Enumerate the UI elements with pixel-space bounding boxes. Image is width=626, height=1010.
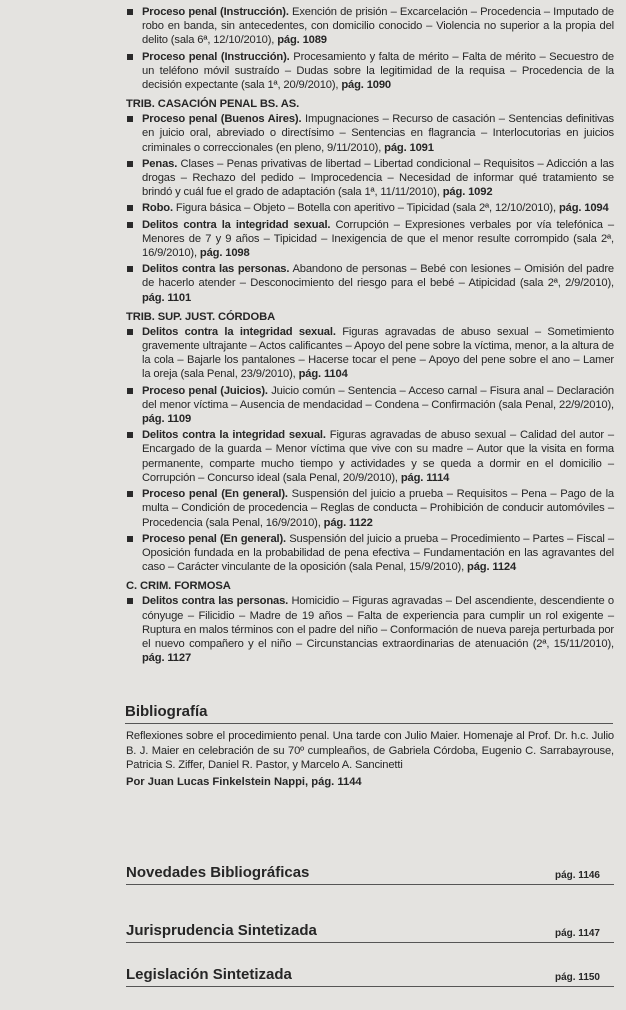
novedades-title: Novedades Bibliográficas bbox=[126, 864, 310, 881]
case-entry bbox=[126, 325, 614, 382]
case-entry bbox=[126, 384, 614, 427]
square-bullet-icon bbox=[127, 266, 133, 272]
case-topic: Delitos contra las personas. bbox=[142, 263, 290, 276]
case-summary: Homicidio – Figuras agravadas – Del ascendiente, descendiente o cónyuge – Filicidio – Madre de 19 años – Falta de experiencia para cumplir un rol exigente – Ruptura en malos términos con el padre del niño – Conformación de nueva pareja perturbada por el nuevo compañero y el niño – Circunstancias extraordinarias de atenuación (2ª, 15/11/2010), bbox=[142, 595, 614, 650]
jurisprudencia-title: Jurisprudencia Sintetizada bbox=[126, 922, 317, 939]
case-topic: Delitos contra la integridad sexual. bbox=[142, 325, 336, 338]
square-bullet-icon bbox=[127, 116, 133, 122]
case-entry bbox=[126, 594, 614, 665]
case-page-ref: pág. 1101 bbox=[142, 291, 192, 304]
case-page-ref: pág. 1092 bbox=[442, 186, 493, 199]
novedades-page: pág. 1146 bbox=[554, 870, 600, 881]
case-entry bbox=[126, 201, 614, 215]
case-topic: Proceso penal (Buenos Aires). bbox=[142, 113, 302, 126]
jurisprudencia-page: pág. 1147 bbox=[554, 928, 600, 939]
case-page-ref: pág. 1114 bbox=[400, 471, 450, 484]
bibliografia-author: Por Juan Lucas Finkelstein Nappi, pág. 1144 bbox=[126, 775, 362, 788]
case-topic: Proceso penal (En general). bbox=[142, 488, 288, 501]
legislacion-heading bbox=[126, 964, 614, 987]
case-summary: Exención de prisión – Excarcelación – Procedencia – Imputado de robo en banda, sin antecedentes, con domicilio conocido – Violencia no superior a la propia del delito (sala 6ª, 12/10/2010), bbox=[142, 6, 615, 47]
case-topic: Robo. bbox=[142, 202, 173, 215]
case-page-ref: pág. 1124 bbox=[467, 561, 517, 574]
case-topic: Proceso penal (Juicios). bbox=[142, 384, 268, 397]
case-entry bbox=[126, 157, 614, 200]
case-summary: Figuras agravadas de abuso sexual – Sometimiento gravemente ultrajante – Actos calificantes – Apoyo del pene sobre la víctima, menor, a la altura de la cola – Bajarle los pantalones – Hacerse tocar el pene – Apoyo del pene sobre el ano – Lamer la oreja (sala Penal, 23/9/2010), bbox=[142, 325, 614, 381]
square-bullet-icon bbox=[127, 54, 133, 60]
legislacion-title: Legislación Sintetizada bbox=[126, 966, 292, 983]
legislacion-page: pág. 1150 bbox=[554, 972, 600, 983]
case-entry bbox=[126, 5, 614, 48]
case-page-ref: pág. 1090 bbox=[341, 79, 392, 92]
case-topic: Penas. bbox=[142, 157, 178, 170]
court-section-heading: TRIB. CASACIÓN PENAL BS. AS. bbox=[126, 98, 300, 111]
case-entry bbox=[126, 487, 614, 530]
case-summary: Corrupción – Expresiones verbales por vía telefónica – Menores de 7 y 9 años – Tipicidad – Inexigencia de que el menor resulte corrompido (sala 2ª, 16/9/2010), bbox=[142, 218, 614, 260]
square-bullet-icon bbox=[127, 598, 133, 604]
case-summary: Impugnaciones – Recurso de casación – Sentencias definitivas en juicio oral, abreviado o directísimo – Sentencias en flagrancia – Interlocutorias en juicios criminales o correccionales (en pleno, 9/11/2010), bbox=[142, 113, 614, 154]
case-topic: Proceso penal (En general). bbox=[142, 532, 287, 545]
square-bullet-icon bbox=[127, 388, 133, 394]
case-entry bbox=[126, 428, 614, 485]
bibliografia-title: Bibliografía bbox=[125, 703, 613, 724]
case-page-ref: pág. 1109 bbox=[142, 413, 192, 426]
case-page-ref: pág. 1104 bbox=[298, 368, 348, 381]
case-page-ref: pág. 1094 bbox=[558, 202, 609, 215]
case-topic: Delitos contra la integridad sexual. bbox=[142, 429, 326, 442]
square-bullet-icon bbox=[127, 536, 133, 542]
case-summary: Clases – Penas privativas de libertad – Libertad condicional – Requisitos – Adicción a las drogas – Rechazo del pedido – Improcedencia – Necesidad de informar qué tratamiento se brindó y cuál fue el grado de adaptación (sala 1ª, 11/11/2010), bbox=[142, 157, 614, 199]
case-entry bbox=[126, 50, 614, 93]
case-entry bbox=[126, 532, 614, 575]
case-topic: Delitos contra la integridad sexual. bbox=[142, 218, 331, 231]
square-bullet-icon bbox=[127, 9, 133, 15]
case-topic: Proceso penal (Instrucción). bbox=[142, 6, 289, 18]
case-page-ref: pág. 1122 bbox=[323, 516, 373, 529]
case-summary: Juicio común – Sentencia – Acceso carnal – Fisura anal – Declaración del menor víctima – Ausencia de mendacidad – Condena – Confirmación (sala Penal, 22/9/2010), bbox=[142, 384, 614, 411]
case-topic: Proceso penal (Instrucción). bbox=[142, 50, 290, 63]
court-section-heading: C. CRIM. FORMOSA bbox=[126, 580, 231, 593]
square-bullet-icon bbox=[127, 329, 133, 335]
square-bullet-icon bbox=[127, 491, 133, 497]
square-bullet-icon bbox=[127, 161, 133, 167]
case-summary: Abandono de personas – Bebé con lesiones – Omisión del padre de hacerlo atender – Desconocimiento del riesgo para el bebé – Atipicidad (sala 2ª, 2/9/2010), bbox=[142, 263, 614, 290]
square-bullet-icon bbox=[127, 205, 133, 211]
case-page-ref: pág. 1091 bbox=[384, 141, 434, 154]
bibliografia-text: Reflexiones sobre el procedimiento penal. Una tarde con Julio Maier. Homenaje al Prof. Dr. h.c. Julio B. J. Maier en celebración de su 70º cumpleaños, de Gabriela Córdoba, Eugenio C. Sarrabayrouse, Patricia S. Ziffer, Daniel R. Pastor, y Marcelo A. Sancinetti bbox=[126, 730, 614, 771]
jurisprudence-groups bbox=[126, 5, 614, 665]
case-page-ref: pág. 1098 bbox=[199, 247, 250, 260]
case-summary: Figura básica – Objeto – Botella con aperitivo – Tipicidad (sala 2ª, 12/10/2010), bbox=[172, 202, 559, 215]
jurisprudencia-heading bbox=[126, 920, 614, 943]
case-entry bbox=[126, 112, 614, 155]
case-entry bbox=[126, 218, 614, 261]
case-topic: Delitos contra las personas. bbox=[142, 595, 289, 608]
case-entry bbox=[126, 262, 614, 305]
case-summary: Figuras agravadas de abuso sexual – Calidad del autor – Encargado de la guarda – Menor víctima que vive con su madre – Autor que la visita en forma permanente, comparte mucho tiempo y actividades y se queda a dormir en el domicilio – Corrupción – Concurso ideal (sala Penal, 20/9/2010), bbox=[142, 429, 614, 484]
summary-content bbox=[126, 5, 614, 788]
court-section-heading: TRIB. SUP. JUST. CÓRDOBA bbox=[126, 310, 276, 323]
case-summary: Procesamiento y falta de mérito – Falta de mérito – Secuestro de un teléfono móvil sustraído – Dudas sobre la legitimidad de la requisa – Procedencia de la decisión expectante (sala 1ª, 20/9/2010), bbox=[142, 50, 614, 92]
novedades-heading bbox=[126, 862, 614, 885]
square-bullet-icon bbox=[127, 432, 133, 438]
case-page-ref: pág. 1089 bbox=[277, 34, 327, 47]
case-summary: Suspensión del juicio a prueba – Procedimiento – Partes – Fiscal – Oposición fundada en la probabilidad de pena efectiva – Fundamentación en las agravantes del caso – Carácter vinculante de la oposición (sala Penal, 15/9/2010), bbox=[142, 532, 614, 574]
square-bullet-icon bbox=[127, 222, 133, 228]
case-summary: Suspensión del juicio a prueba – Requisitos – Pena – Pago de la multa – Condición de procedencia – Reglas de conducta – Prohibición de conducir automóviles – Procedencia (sala Penal, 16/9/2010), bbox=[142, 488, 615, 529]
case-page-ref: pág. 1127 bbox=[142, 652, 192, 665]
